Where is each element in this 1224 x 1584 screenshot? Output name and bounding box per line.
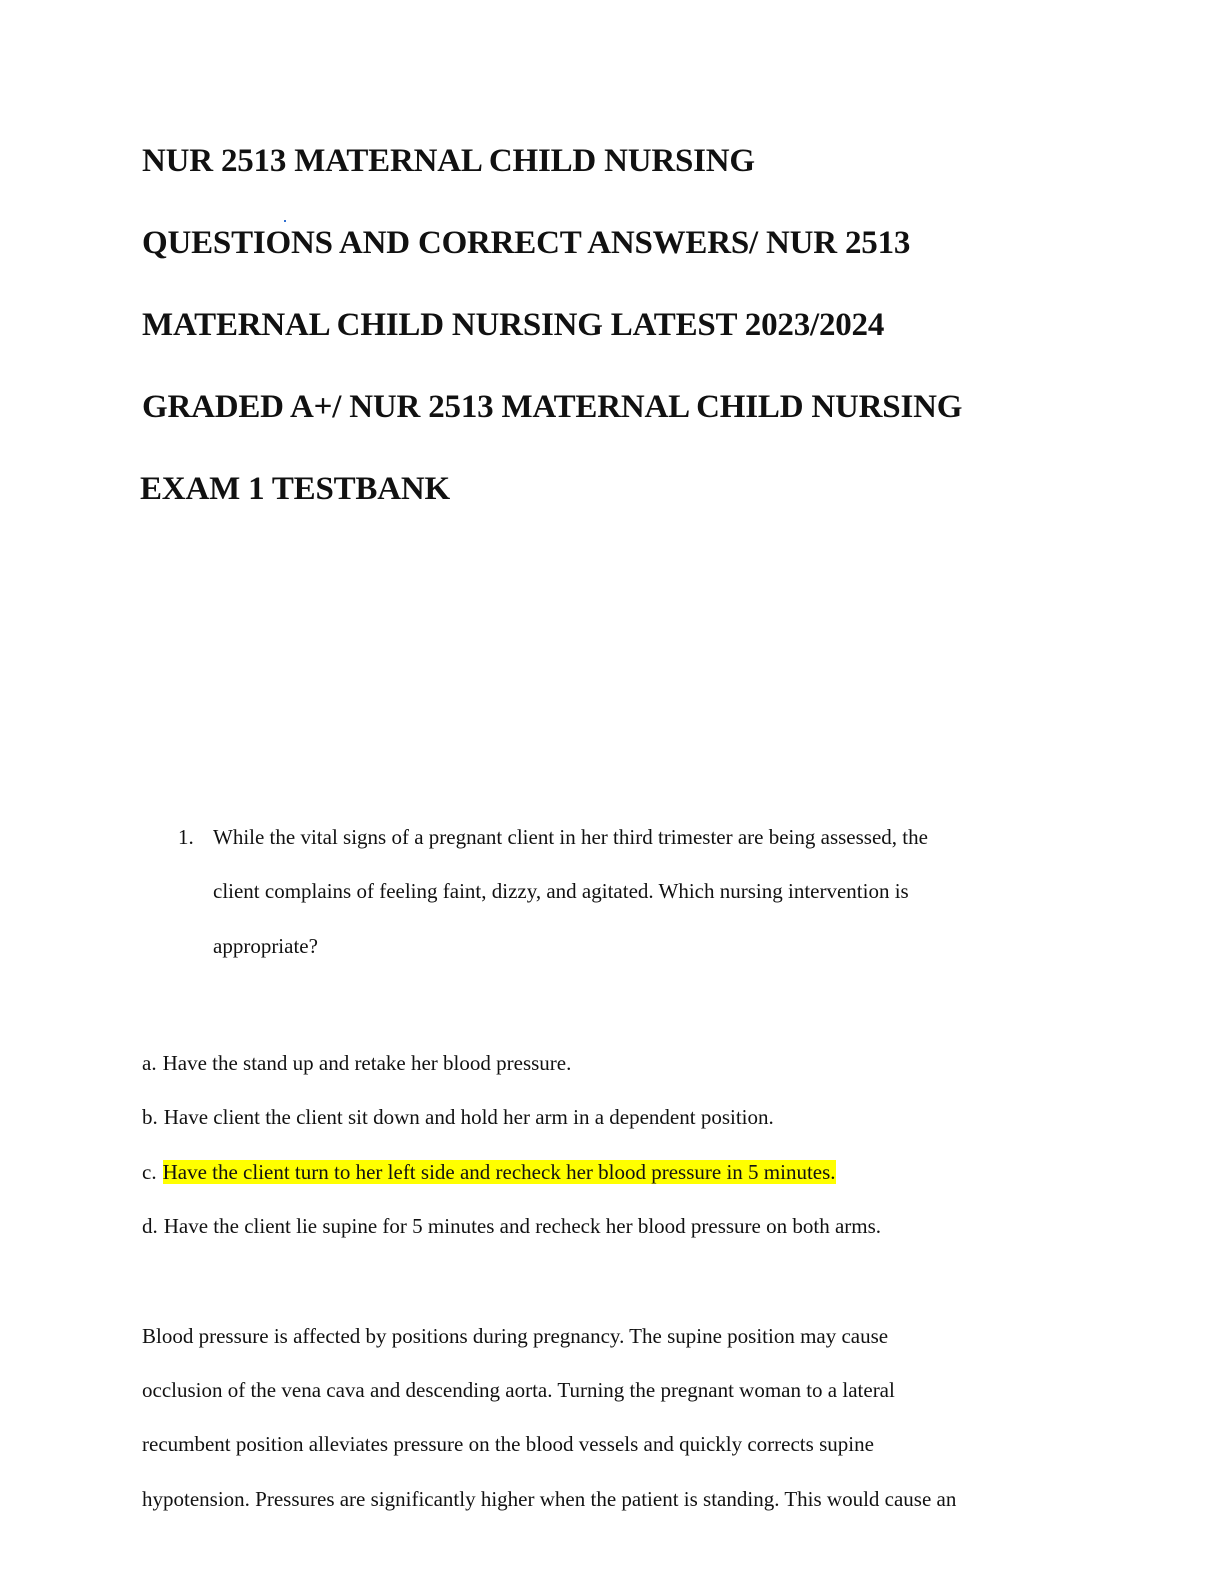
option-text: Have the stand up and retake her blood pressure. bbox=[162, 1051, 572, 1075]
title-line-4: GRADED A+/ NUR 2513 MATERNAL CHILD NURSING bbox=[142, 389, 963, 425]
question-line-3: appropriate? bbox=[213, 934, 318, 958]
option-letter: b. bbox=[142, 1105, 158, 1129]
title-line-2: QUESTIONS AND CORRECT ANSWERS/ NUR 2513 bbox=[142, 225, 911, 261]
option-text: Have the client lie supine for 5 minutes and recheck her blood pressure on both arms. bbox=[163, 1214, 882, 1238]
option-c-correct bbox=[142, 1160, 836, 1185]
option-a bbox=[142, 1051, 571, 1076]
rationale-line-2: occlusion of the vena cava and descending aorta. Turning the pregnant woman to a lateral bbox=[142, 1378, 895, 1402]
question-line-1: While the vital signs of a pregnant client in her third trimester are being assessed, the bbox=[213, 825, 928, 849]
option-letter: d. bbox=[142, 1214, 158, 1238]
stray-mark bbox=[284, 220, 286, 222]
rationale-line-1: Blood pressure is affected by positions during pregnancy. The supine position may cause bbox=[142, 1324, 889, 1348]
option-text: Have client the client sit down and hold her arm in a dependent position. bbox=[163, 1105, 774, 1129]
question-number: 1. bbox=[178, 825, 194, 849]
option-b bbox=[142, 1105, 774, 1130]
rationale-line-4: hypotension. Pressures are significantly higher when the patient is standing. This would cause an bbox=[142, 1487, 957, 1511]
question-line-2: client complains of feeling faint, dizzy, and agitated. Which nursing intervention is bbox=[213, 879, 909, 903]
title-line-1: NUR 2513 MATERNAL CHILD NURSING bbox=[142, 143, 755, 179]
option-letter: c. bbox=[142, 1160, 157, 1184]
title-line-5: EXAM 1 TESTBANK bbox=[140, 471, 450, 507]
correct-answer-highlight: Have the client turn to her left side and recheck her blood pressure in 5 minutes. bbox=[162, 1160, 836, 1184]
title-line-3: MATERNAL CHILD NURSING LATEST 2023/2024 bbox=[142, 307, 885, 343]
option-letter: a. bbox=[142, 1051, 157, 1075]
option-d bbox=[142, 1214, 881, 1239]
rationale-line-3: recumbent position alleviates pressure on the blood vessels and quickly corrects supine bbox=[142, 1432, 874, 1456]
